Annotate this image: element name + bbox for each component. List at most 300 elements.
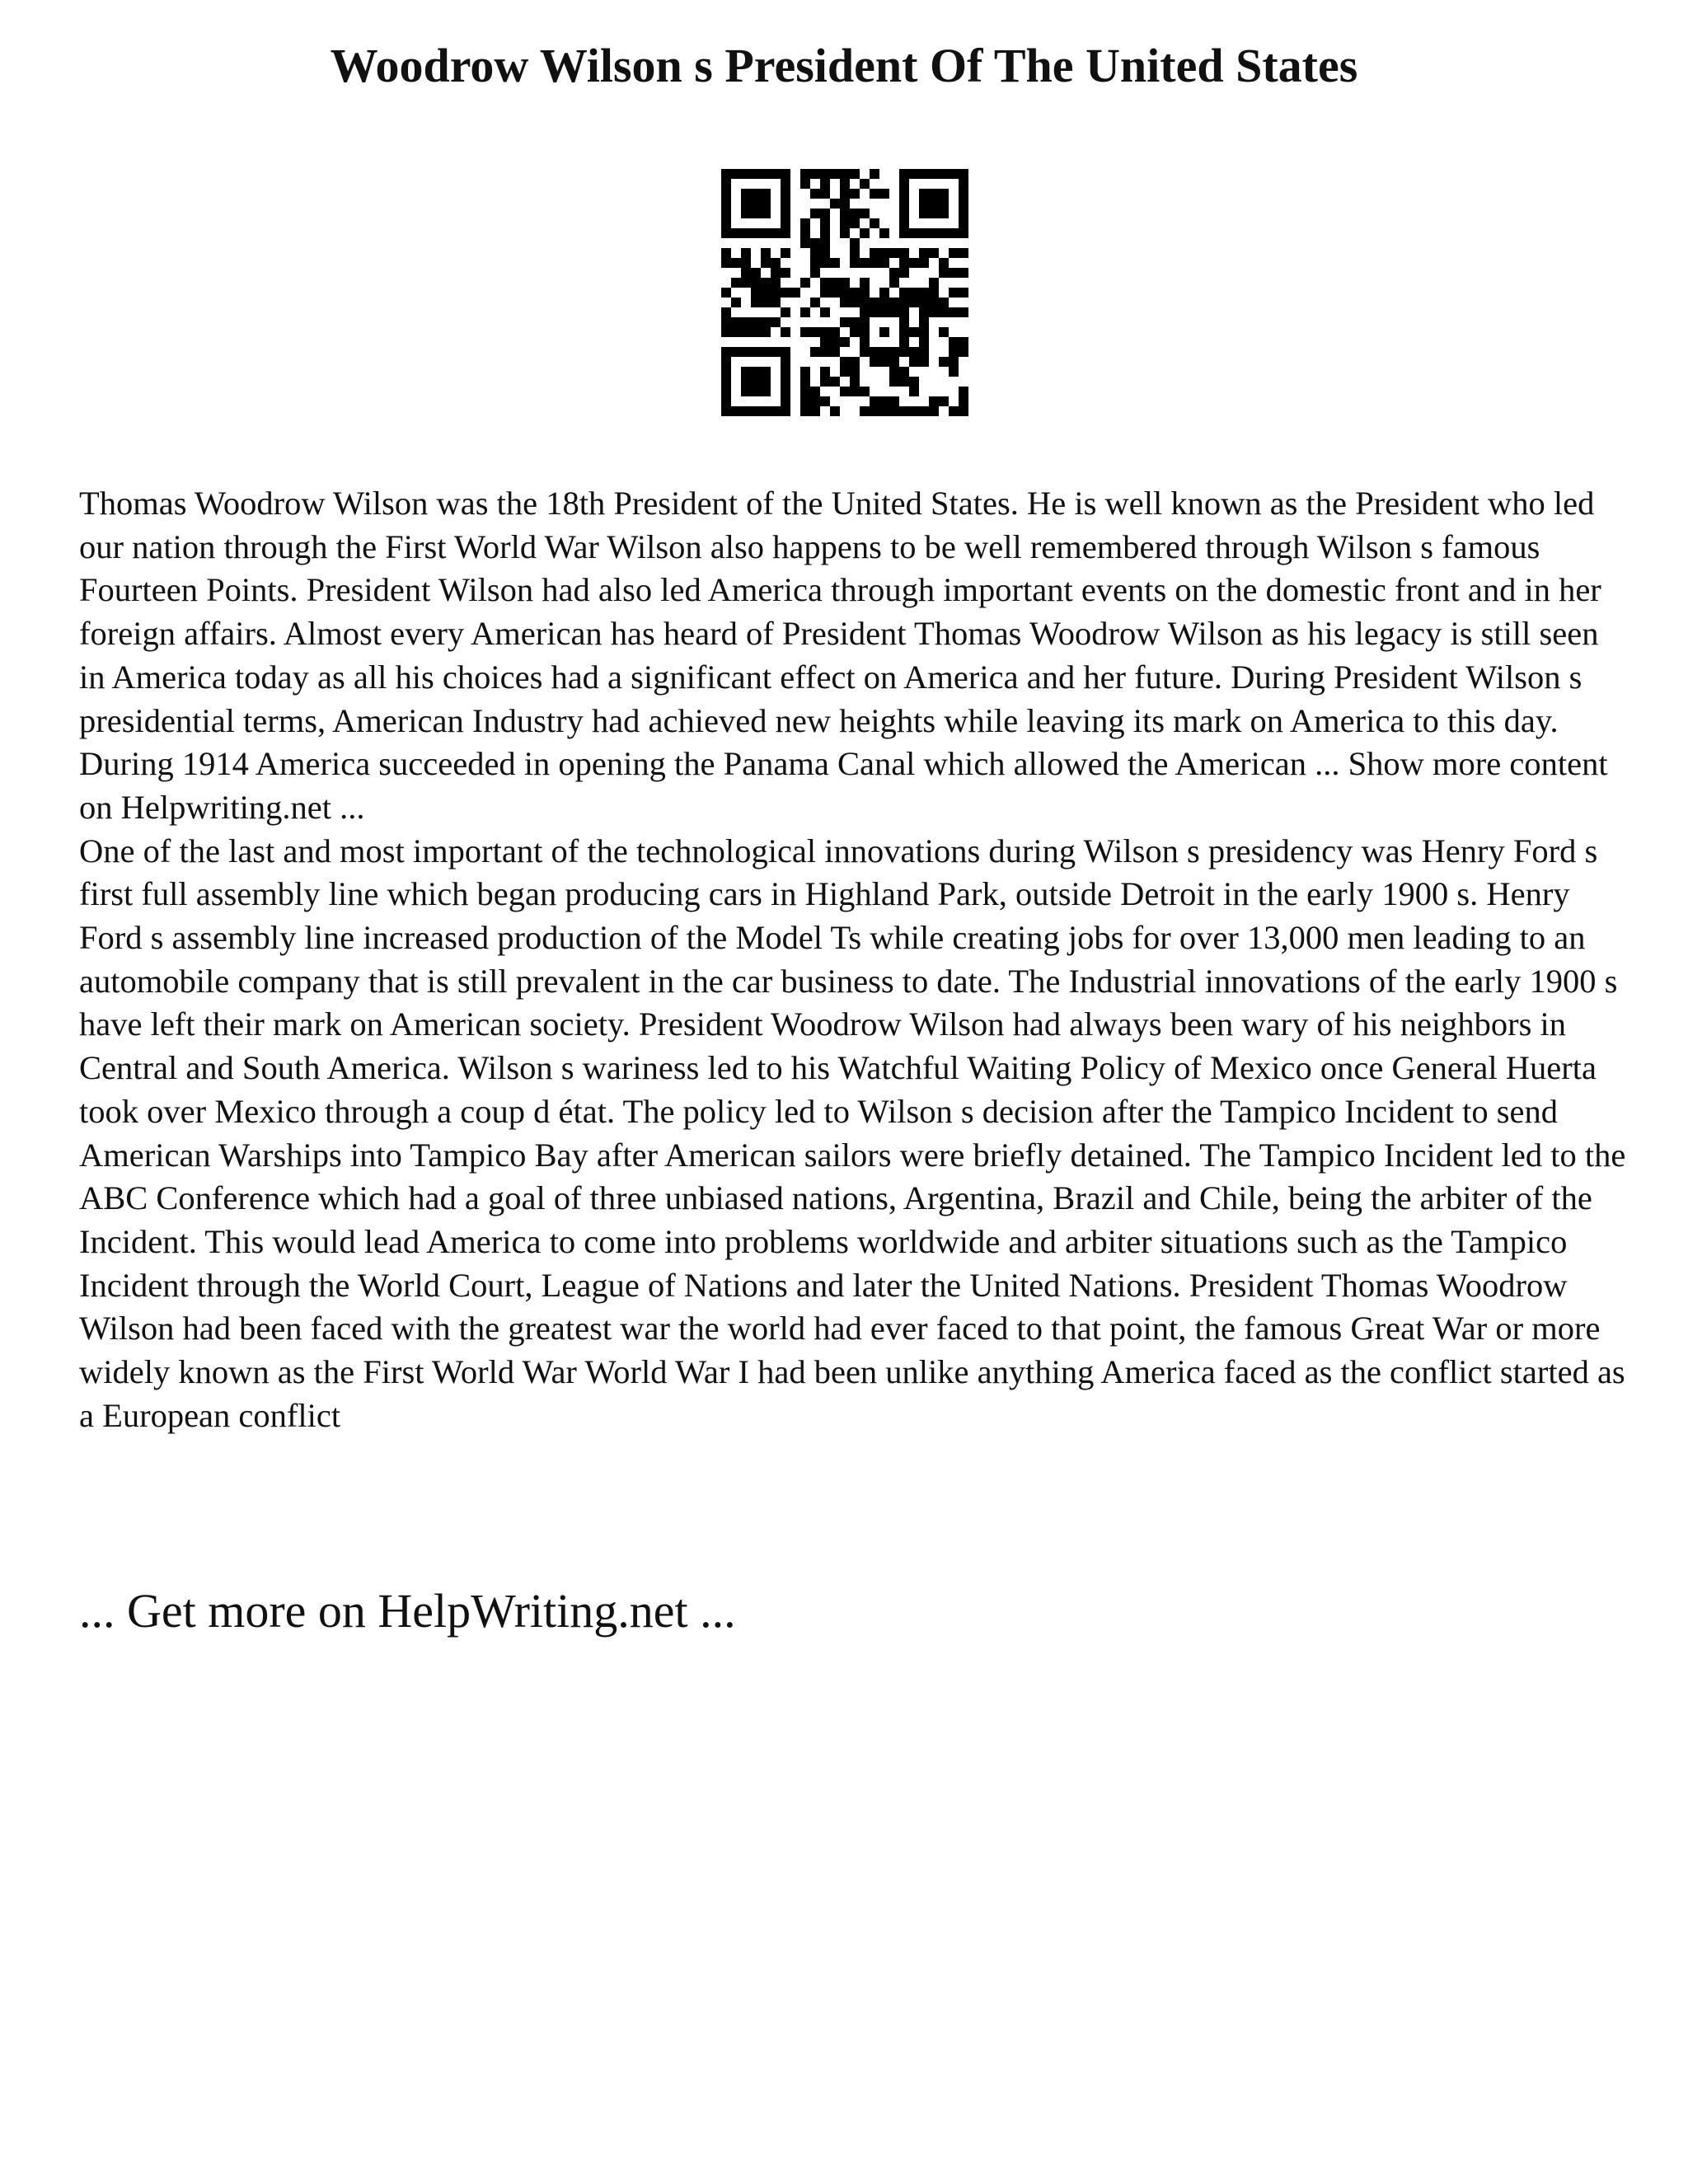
qr-module [860,337,870,347]
qr-module [959,387,968,396]
qr-module [751,228,761,238]
qr-module [721,367,731,377]
qr-module [959,218,968,228]
qr-module [850,357,860,367]
qr-module [830,199,840,209]
qr-module [909,298,919,307]
qr-module [949,228,959,238]
qr-module [879,228,889,238]
qr-module [919,228,929,238]
qr-module [919,199,929,209]
qr-module [820,367,830,377]
qr-module [909,377,919,387]
qr-module [840,367,850,377]
qr-module [771,169,781,179]
qr-module [810,189,820,199]
qr-module [761,199,771,209]
qr-module [899,377,909,387]
qr-module [850,367,860,377]
qr-module [761,406,771,416]
qr-module [800,179,810,189]
qr-module [771,228,781,238]
qr-module [721,199,731,209]
qr-module [919,337,929,347]
qr-module [810,406,820,416]
qr-module [870,307,879,317]
qr-module [751,209,761,218]
qr-module [889,248,899,258]
qr-module [751,298,761,307]
qr-module [870,189,879,199]
qr-module [751,317,761,327]
qr-module [751,288,761,298]
qr-module [741,327,751,337]
qr-module [929,199,939,209]
qr-module [919,169,929,179]
qr-module [741,228,751,238]
qr-module [860,387,870,396]
article-paragraph: Thomas Woodrow Wilson was the 18th President of the United States. He is well known as the President who led our nation through the First World War Wilson also happens to be well remembered through Wilson s famous Fourteen Points. President Wilson had also led America through important events on the domestic front and in her foreign affairs. Almost every American has heard of President Thomas Woodrow Wilson as his legacy is still seen in America today as all his choices had a significant effect on America and her future. During President Wilson s presidential terms, American Industry had achieved new heights while leaving its mark on America to this day. During 1914 America succeeded in opening the Panama Canal which allowed the American ... Show more content on Helpwriting.net ... [79,485,1608,826]
qr-module [761,387,771,396]
qr-module [721,317,731,327]
qr-module [761,317,771,327]
qr-module [959,288,968,298]
qr-module [840,189,850,199]
qr-module [860,317,870,327]
qr-module [959,228,968,238]
qr-module [800,218,810,228]
qr-module [909,357,919,367]
qr-module [820,327,830,337]
qr-module [939,307,949,317]
qr-module [959,307,968,317]
qr-module [741,209,751,218]
qr-module [909,327,919,337]
qr-module [909,258,919,268]
qr-module [889,307,899,317]
qr-module [830,169,840,179]
qr-module [850,258,860,268]
qr-module [781,228,790,238]
qr-module [731,278,741,288]
qr-module [840,298,850,307]
qr-module [889,298,899,307]
qr-module [761,228,771,238]
qr-module [919,357,929,367]
qr-module [721,218,731,228]
qr-module [870,248,879,258]
qr-module [840,169,850,179]
qr-module [949,288,959,298]
qr-module [721,357,731,367]
qr-module [929,406,939,416]
qr-module [741,278,751,288]
qr-module [889,406,899,416]
qr-module [781,268,790,278]
qr-module [721,169,731,179]
qr-module [830,337,840,347]
qr-module [731,406,741,416]
qr-module [870,357,879,367]
qr-module [761,209,771,218]
qr-module [879,248,889,258]
qr-module [810,169,820,179]
article-paragraph: One of the last and most important of the technological innovations during Wilson s presidency was Henry Ford s first full assembly line which began producing cars in Highland Park, outside Detroit in the early 1900 s. Henry Ford s assembly line increased production of the Model Ts while creating jobs for over 13,000 men leading to an automobile company that is still prevalent in the car business to date. The Industrial innovations of the early 1900 s have left their mark on American society. President Woodrow Wilson had always been wary of his neighbors in Central and South America. Wilson s wariness led to his Watchful Waiting Policy of Mexico once General Huerta took over Mexico through a coup d état. The policy led to Wilson s decision after the Tampico Incident to send American Warships into Tampico Bay after American sailors were briefly detained. The Tampico Incident led to the ABC Conference which had a goal of three unbiased nations, Argentina, Brazil and Chile, being the arbiter of the Incident. This would lead America to come into problems worldwide and arbiter situations such as the Tampico Incident through the World Court, League of Nations and later the United Nations. President Thomas Woodrow Wilson had been faced with the greatest war the world had ever faced to that point, the famous Great War or more widely known as the First World War World War I had been unlike anything America faced as the conflict started as a European conflict [79,832,1626,1434]
qr-module [781,218,790,228]
qr-module [840,209,850,218]
qr-module [741,258,751,268]
qr-module [761,367,771,377]
qr-module [949,169,959,179]
qr-module [800,387,810,396]
qr-module [929,288,939,298]
qr-module [810,209,820,218]
qr-module [860,278,870,288]
qr-module [899,268,909,278]
qr-module [830,288,840,298]
qr-module [810,238,820,248]
qr-module [820,278,830,288]
qr-module [731,327,741,337]
qr-module [810,248,820,258]
qr-module [781,209,790,218]
qr-module [800,396,810,406]
qr-module [820,347,830,357]
qr-module [741,347,751,357]
qr-module [781,288,790,298]
qr-module [721,209,731,218]
qr-module [800,406,810,416]
qr-module [820,337,830,347]
qr-module [840,337,850,347]
qr-module [850,298,860,307]
qr-module [721,258,731,268]
qr-module [870,218,879,228]
qr-module [840,288,850,298]
qr-module [899,298,909,307]
qr-module [889,278,899,288]
qr-module [879,406,889,416]
qr-module [929,228,939,238]
qr-module [870,347,879,357]
qr-module [870,169,879,179]
qr-module [721,387,731,396]
qr-module [781,347,790,357]
qr-module [949,347,959,357]
qr-module [889,367,899,377]
qr-module [761,377,771,387]
qr-module [929,209,939,218]
qr-module [721,406,731,416]
qr-module [741,189,751,199]
qr-module [761,327,771,337]
qr-module [899,189,909,199]
qr-module [721,307,731,317]
qr-module [850,327,860,337]
qr-module [860,179,870,189]
qr-module [741,169,751,179]
qr-module [870,396,879,406]
qr-module [751,199,761,209]
qr-module [830,327,840,337]
qr-module [771,298,781,307]
qr-module [771,317,781,327]
qr-module [919,327,929,337]
qr-module [860,406,870,416]
qr-module [781,307,790,317]
qr-module [899,367,909,377]
qr-module [899,209,909,218]
qr-module [800,278,810,288]
qr-module [899,258,909,268]
qr-module [879,327,889,337]
qr-module [781,367,790,377]
qr-module [820,258,830,268]
qr-module [939,298,949,307]
qr-module [909,347,919,357]
qr-module [800,367,810,377]
qr-module [909,288,919,298]
qr-module [899,218,909,228]
qr-module [919,288,929,298]
qr-module [771,406,781,416]
qr-module [721,288,731,298]
qr-module [840,357,850,367]
qr-module [929,298,939,307]
qr-module [830,278,840,288]
qr-module [751,327,761,337]
qr-module [761,189,771,199]
qr-module [899,179,909,189]
qr-module [781,396,790,406]
qr-module [810,268,820,278]
qr-module [751,169,761,179]
qr-module [800,238,810,248]
qr-module [939,199,949,209]
qr-module [939,396,949,406]
qr-module [939,189,949,199]
qr-module [899,406,909,416]
qr-module [949,357,959,367]
qr-module [840,317,850,327]
qr-module [850,189,860,199]
qr-module [850,317,860,327]
qr-module [909,387,919,396]
qr-module [929,307,939,317]
qr-module [899,347,909,357]
qr-module [860,209,870,218]
qr-module [781,248,790,258]
qr-module [731,317,741,327]
qr-module [929,248,939,258]
qr-module [741,406,751,416]
qr-module [721,248,731,258]
qr-module [939,169,949,179]
qr-module [959,347,968,357]
qr-module [751,278,761,288]
qr-module [959,179,968,189]
qr-code-graphic [721,169,968,416]
qr-module [909,169,919,179]
qr-module [761,278,771,288]
qr-module [741,199,751,209]
qr-module [751,367,761,377]
qr-module [959,189,968,199]
qr-module [781,189,790,199]
qr-module [790,288,800,298]
get-more-link[interactable]: ... Get more on HelpWriting.net ... [79,1584,736,1638]
qr-module [939,357,949,367]
qr-module [761,258,771,268]
qr-module [751,347,761,357]
qr-module [731,347,741,357]
qr-module [929,396,939,406]
qr-module [820,228,830,238]
qr-module [879,288,889,298]
qr-module [741,367,751,377]
qr-module [860,288,870,298]
article-body [79,482,1629,1437]
qr-module [949,268,959,278]
qr-module [870,298,879,307]
qr-module [860,307,870,317]
qr-module [741,377,751,387]
qr-module [949,406,959,416]
qr-module [860,298,870,307]
qr-module [721,377,731,387]
qr-module [840,387,850,396]
qr-module [731,258,741,268]
qr-module [850,169,860,179]
qr-module [939,209,949,218]
qr-module [959,268,968,278]
qr-module [800,377,810,387]
qr-module [919,317,929,327]
qr-module [889,357,899,367]
qr-module [939,228,949,238]
qr-module [919,209,929,218]
qr-module [761,169,771,179]
qr-module [751,268,761,278]
qr-module [840,179,850,189]
qr-module [889,347,899,357]
page-title: Woodrow Wilson s President Of The United States [330,39,1358,92]
qr-module [830,347,840,357]
qr-module [879,298,889,307]
qr-module [909,406,919,416]
qr-module [830,258,840,268]
qr-module [909,228,919,238]
qr-module [879,347,889,357]
qr-module [949,248,959,258]
qr-module [741,268,751,278]
qr-module [810,387,820,396]
qr-module [781,377,790,387]
qr-module [810,327,820,337]
qr-module [820,189,830,199]
qr-module [879,396,889,406]
qr-module [751,387,761,396]
qr-module [879,307,889,317]
qr-module [929,169,939,179]
qr-module [919,298,929,307]
qr-module [810,258,820,268]
qr-module [810,298,820,307]
qr-module [771,268,781,278]
qr-module [820,248,830,258]
qr-module [919,406,929,416]
qr-module [949,367,959,377]
qr-module [860,327,870,337]
qr-module [800,228,810,238]
qr-module [751,406,761,416]
qr-module [919,307,929,317]
qr-module [721,327,731,337]
qr-module [771,288,781,298]
qr-module [721,179,731,189]
qr-module [781,387,790,396]
qr-module [810,396,820,406]
qr-module [959,209,968,218]
qr-module [850,288,860,298]
qr-module [899,248,909,258]
qr-module [919,258,929,268]
qr-module [771,258,781,268]
qr-module [959,248,968,258]
qr-module [820,377,830,387]
qr-module [949,307,959,317]
qr-module [820,307,830,317]
qr-module [939,268,949,278]
qr-module [889,268,899,278]
qr-module [781,357,790,367]
qr-module [820,218,830,228]
qr-module [860,258,870,268]
qr-module [899,337,909,347]
qr-module [899,288,909,298]
qr-module [850,209,860,218]
qr-module [939,258,949,268]
qr-module [751,189,761,199]
qr-module [721,189,731,199]
qr-module [879,189,889,199]
qr-module [870,258,879,268]
qr-module [751,377,761,387]
qr-module [820,209,830,218]
qr-module [919,347,929,357]
qr-module [800,169,810,179]
qr-module [899,307,909,317]
qr-module [879,258,889,268]
qr-module [959,199,968,209]
qr-module [899,317,909,327]
qr-module [919,189,929,199]
qr-module [830,377,840,387]
qr-code-icon [721,169,968,416]
qr-module [731,298,741,307]
qr-module [860,228,870,238]
qr-module [781,327,790,337]
qr-module [781,199,790,209]
qr-module [840,228,850,238]
qr-module [850,248,860,258]
qr-module [820,179,830,189]
qr-module [929,189,939,199]
qr-module [840,218,850,228]
qr-module [899,327,909,337]
qr-module [761,347,771,357]
qr-module [860,347,870,357]
